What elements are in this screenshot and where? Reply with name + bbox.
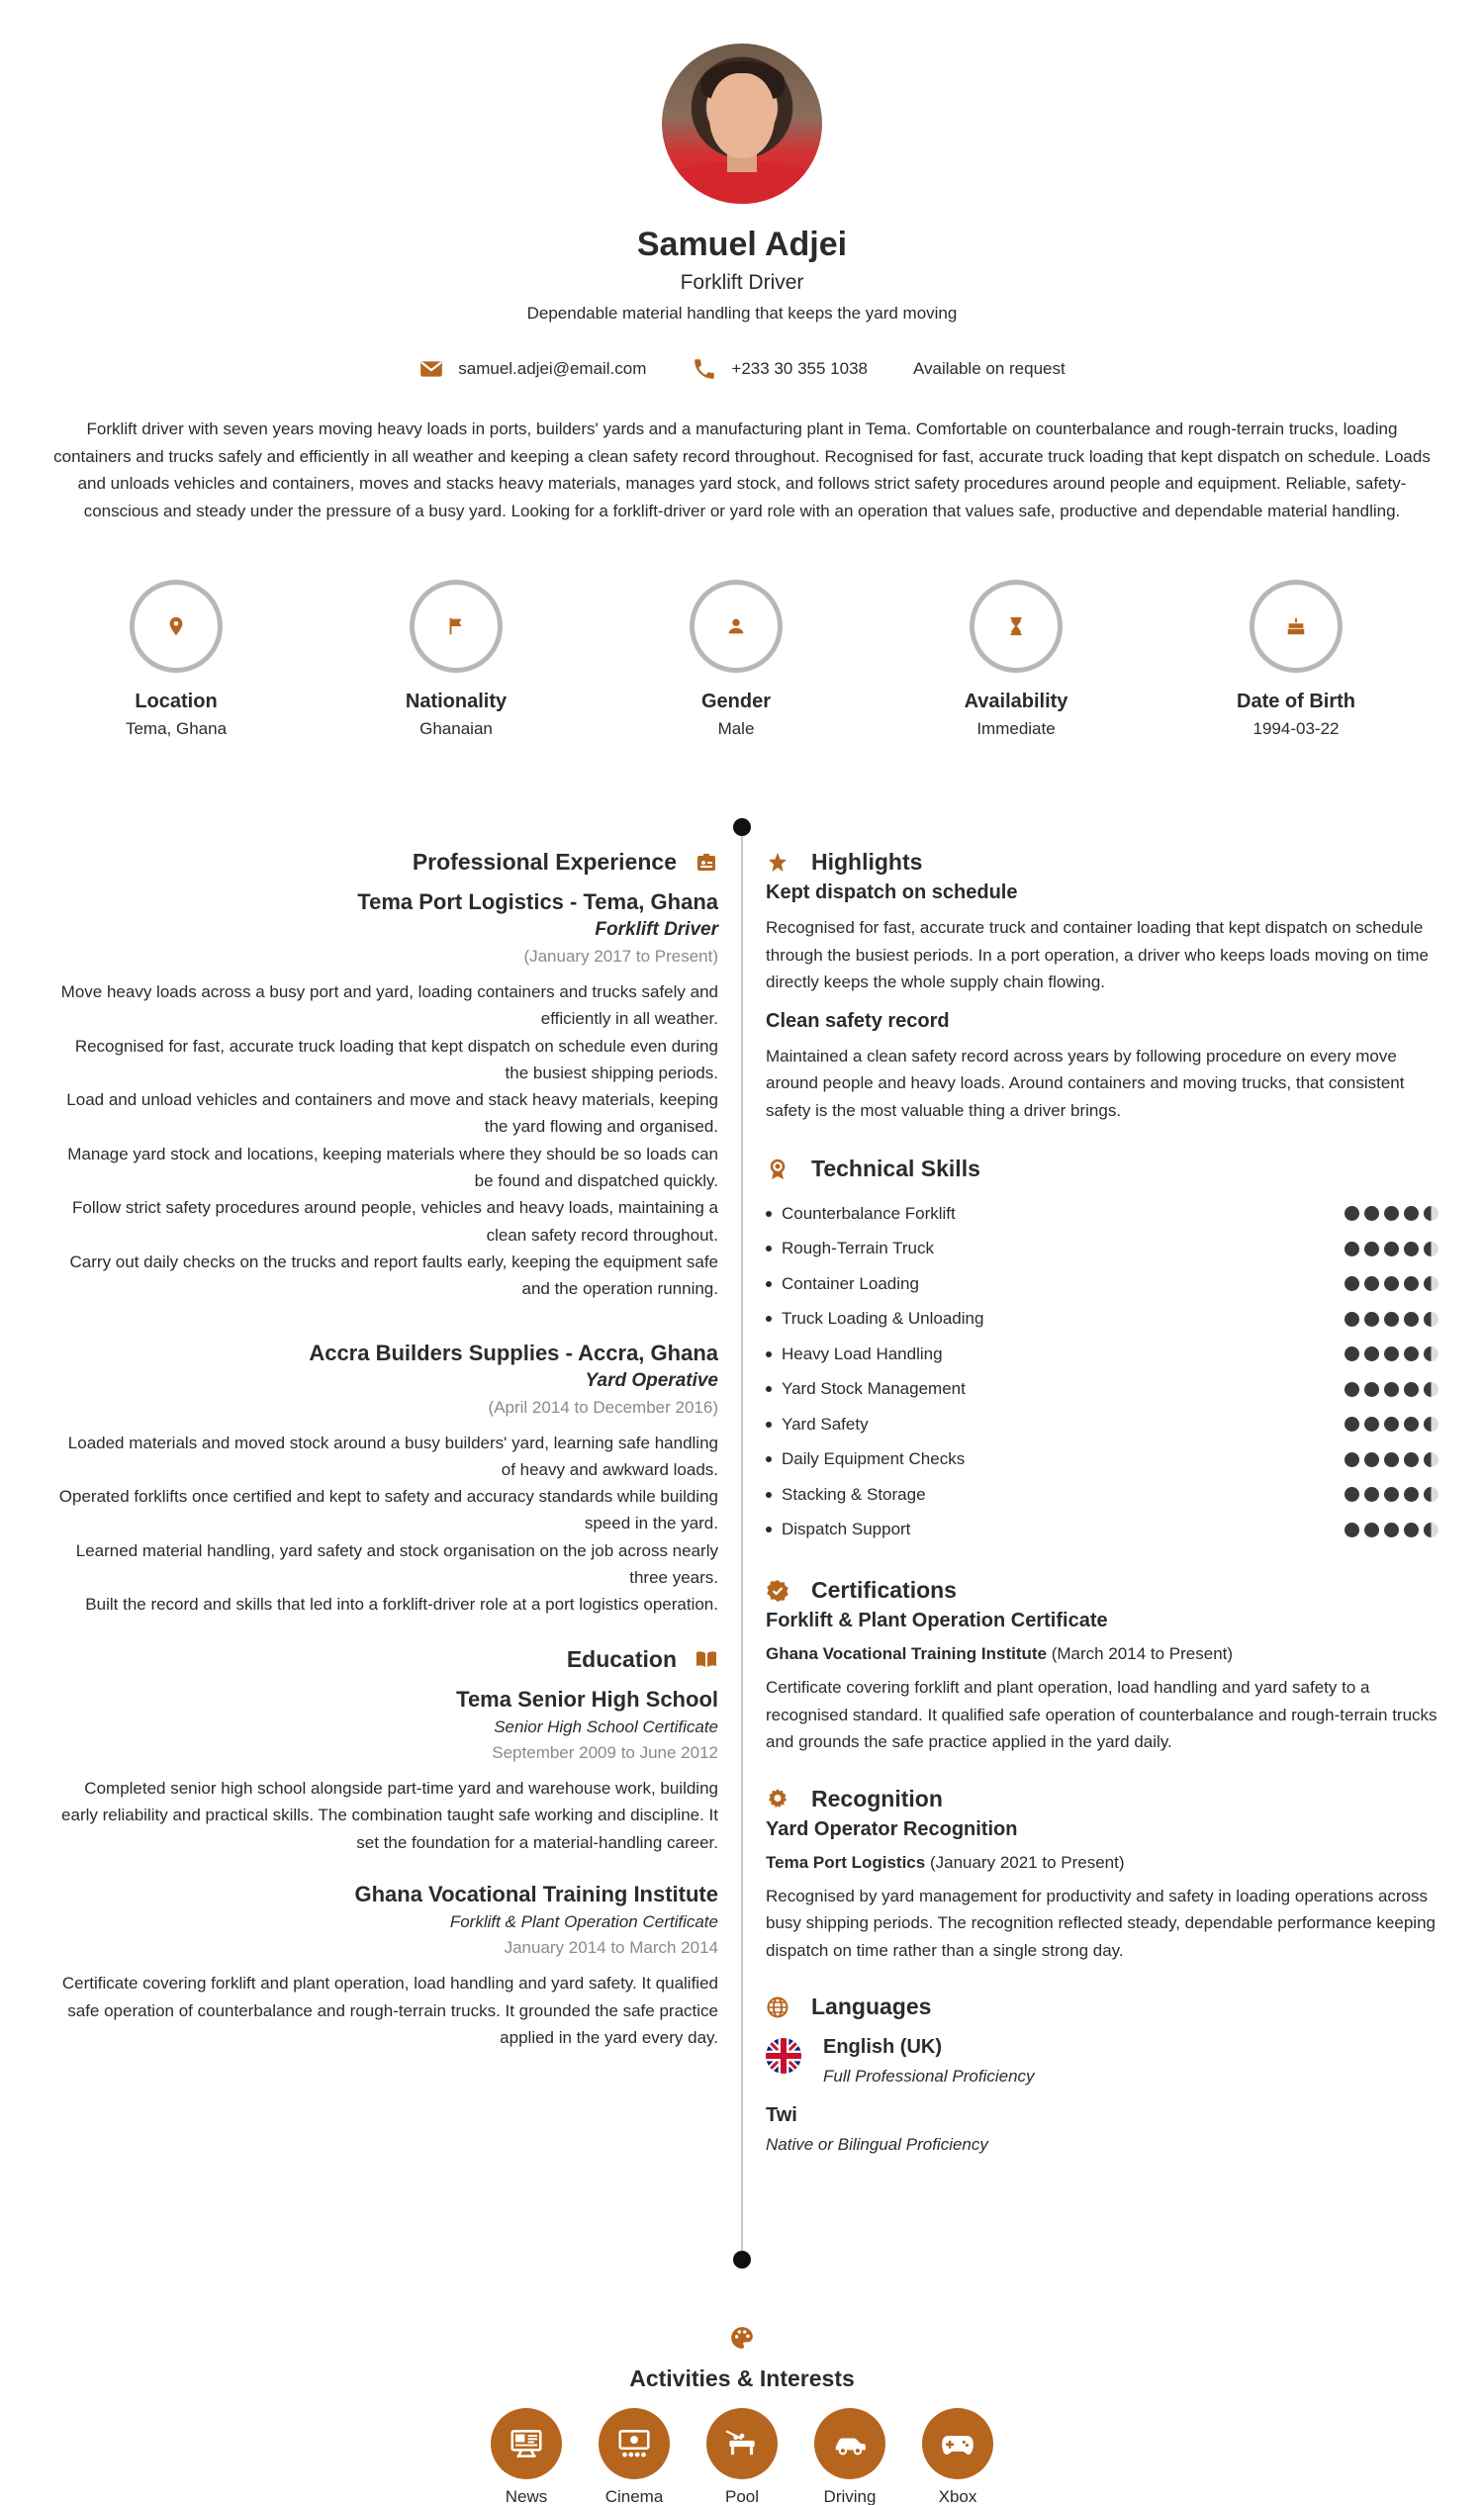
interest-badge	[706, 2408, 778, 2479]
bullet-dot	[766, 1527, 772, 1532]
fact-value: Immediate	[976, 719, 1056, 738]
fact-ring	[970, 580, 1063, 673]
edu-school: Ghana Vocational Training Institute	[354, 1882, 718, 1907]
highlights-heading	[766, 849, 1438, 876]
experience-item	[49, 1341, 718, 1619]
rating-dot	[1404, 1452, 1419, 1467]
edu-certificate: Forklift & Plant Operation Certificate	[449, 1912, 718, 1932]
rating-dot	[1384, 1417, 1399, 1432]
job-organization: Accra Builders Supplies - Accra, Ghana	[309, 1340, 718, 1365]
job-bullet: Follow strict safety procedures around people, vehicles and heavy loads, maintaining a clean safety record throughout.	[72, 1198, 718, 1245]
skill-name-wrap	[766, 1485, 926, 1505]
rating-dot	[1364, 1276, 1379, 1291]
rating-dot	[1364, 1523, 1379, 1537]
bullet-dot	[766, 1351, 772, 1357]
job-dates: (January 2017 to Present)	[523, 947, 718, 966]
rating-dot	[1345, 1382, 1359, 1397]
edu-dates: January 2014 to March 2014	[504, 1938, 718, 1958]
envelope-icon	[418, 356, 444, 382]
edu-description: Completed senior high school alongside part-time yard and warehouse work, building early reliability and practical skills. The combination taught safe working and discipline. It set the foundation for a material-handling career.	[61, 1778, 718, 1852]
rating-dot	[1404, 1206, 1419, 1221]
recognition-heading	[766, 1786, 1438, 1812]
profile-photo	[662, 44, 822, 204]
skill-rating	[1345, 1242, 1438, 1256]
highlight-text: Recognised for fast, accurate truck and container loading that kept dispatch on schedule through the busiest periods. In a port operation, a driver who keeps loads moving on time directly keeps the whole supply chain flowing.	[766, 918, 1429, 991]
experience-title: Professional Experience	[412, 849, 677, 875]
interest-item	[706, 2408, 778, 2505]
skills-title: Technical Skills	[811, 1156, 980, 1181]
languages-title: Languages	[811, 1994, 932, 2019]
recognition-name: Yard Operator Recognition	[766, 1817, 1018, 1840]
recognition-issuer	[766, 1853, 1438, 1873]
bullet-dot	[766, 1246, 772, 1252]
skill-rating	[1345, 1276, 1438, 1291]
certification-dates: (March 2014 to Present)	[1051, 1644, 1234, 1663]
recognition-org: Tema Port Logistics	[766, 1852, 926, 1872]
skill-name-wrap	[766, 1204, 956, 1224]
interest-label: Xbox	[938, 2487, 977, 2505]
rating-dot	[1384, 1242, 1399, 1256]
recognition-text: Recognised by yard management for productivity and safety in loading operations across busy shipping periods. The recognition reflected steady, dependable performance keeping dispatch on time rather than a single strong day.	[766, 1886, 1436, 1960]
phone-text: +233 30 355 1038	[731, 359, 868, 378]
skill-rating	[1345, 1417, 1438, 1432]
rating-dot	[1364, 1452, 1379, 1467]
skill-rating	[1345, 1206, 1438, 1221]
rating-dot	[1384, 1312, 1399, 1327]
job-role: Forklift Driver	[595, 919, 718, 940]
interest-badge	[922, 2408, 993, 2479]
interest-badge	[814, 2408, 885, 2479]
interests-section	[0, 2325, 1484, 2505]
timeline-line	[741, 827, 743, 2260]
job-bullet: Built the record and skills that led into a forklift-driver role at a port logistics operation.	[85, 1595, 718, 1615]
skill-name-wrap	[766, 1239, 934, 1258]
rating-dot	[1404, 1312, 1419, 1327]
rating-dot	[1345, 1487, 1359, 1502]
gamepad-icon	[939, 2425, 976, 2462]
rating-dot	[1404, 1346, 1419, 1361]
fact-dob	[1177, 580, 1415, 739]
fact-value: 1994-03-22	[1252, 719, 1340, 738]
skill-row	[766, 1196, 1438, 1232]
interest-item	[599, 2408, 670, 2505]
edu-dates: September 2009 to June 2012	[492, 1742, 718, 1762]
rating-dot-half	[1424, 1523, 1438, 1537]
person-icon	[725, 615, 747, 637]
award-ribbon-icon	[766, 1158, 789, 1181]
skill-row	[766, 1442, 1438, 1478]
job-organization: Tema Port Logistics - Tema, Ghana	[357, 889, 718, 914]
highlights-title: Highlights	[811, 849, 923, 875]
certification-text: Certificate covering forklift and plant operation, load handling and yard safety to a recognised standard. It qualified safe operation of counterbalance and rough-terrain trucks and grounds the safe practice applied in the yard daily.	[766, 1678, 1438, 1751]
fact-gender	[617, 580, 855, 739]
rating-dot	[1364, 1382, 1379, 1397]
skill-rating	[1345, 1346, 1438, 1361]
edu-description: Certificate covering forklift and plant operation, load handling and yard safety. It qualified safe operation of counterbalance and rough-terrain trucks. It grounded the safe practice applied in the yard every day.	[61, 1974, 718, 2048]
rating-dot	[1345, 1206, 1359, 1221]
interest-item	[814, 2408, 885, 2505]
candidate-tagline: Dependable material handling that keeps the yard moving	[526, 304, 958, 323]
skill-row	[766, 1232, 1438, 1267]
bullet-dot	[766, 1281, 772, 1287]
job-bullet: Loaded materials and moved stock around a busy builders' yard, learning safe handling of heavy and awkward loads.	[67, 1433, 718, 1479]
skill-name-wrap	[766, 1379, 966, 1399]
fact-value: Ghanaian	[419, 719, 493, 738]
phone-icon	[692, 356, 717, 382]
flag-icon	[445, 615, 467, 637]
language-item	[766, 2036, 1438, 2087]
rating-dot	[1364, 1242, 1379, 1256]
rating-dot-half	[1424, 1206, 1438, 1221]
job-bullet: Load and unload vehicles and containers and move and stack heavy materials, keeping the yard flowing and organised.	[66, 1090, 718, 1137]
rating-dot	[1404, 1417, 1419, 1432]
skills-list	[766, 1196, 1438, 1547]
education-heading	[49, 1646, 718, 1673]
contact-availability	[913, 359, 1066, 379]
job-bullet: Move heavy loads across a busy port and yard, loading containers and trucks safely and efficiently in all weather.	[60, 982, 718, 1029]
fact-ring	[690, 580, 783, 673]
fact-ring	[410, 580, 503, 673]
rating-dot	[1384, 1276, 1399, 1291]
edu-school: Tema Senior High School	[456, 1686, 718, 1712]
rating-dot	[1404, 1382, 1419, 1397]
rating-dot-half	[1424, 1312, 1438, 1327]
rating-dot-half	[1424, 1382, 1438, 1397]
rating-dot	[1384, 1206, 1399, 1221]
skill-row	[766, 1407, 1438, 1442]
rating-dot	[1345, 1417, 1359, 1432]
interest-badge	[491, 2408, 562, 2479]
skill-name-wrap	[766, 1274, 919, 1294]
rating-dot-half	[1424, 1346, 1438, 1361]
skill-name: Rough-Terrain Truck	[782, 1239, 935, 1258]
contact-phone[interactable]	[692, 356, 868, 382]
skill-name: Truck Loading & Unloading	[782, 1309, 984, 1329]
pool-table-icon	[723, 2425, 761, 2462]
job-dates: (April 2014 to December 2016)	[488, 1397, 718, 1417]
skill-rating	[1345, 1452, 1438, 1467]
fact-value: Male	[717, 719, 755, 738]
timeline-dot-top	[733, 818, 751, 836]
palette-icon	[729, 2325, 755, 2351]
bullet-dot	[766, 1422, 772, 1428]
fact-ring	[130, 580, 223, 673]
rating-dot	[1364, 1487, 1379, 1502]
fact-label: Location	[135, 691, 218, 712]
skill-row	[766, 1513, 1438, 1548]
star-burst-icon	[766, 851, 789, 875]
skill-name: Yard Stock Management	[782, 1379, 966, 1399]
skill-rating	[1345, 1523, 1438, 1537]
rating-dot-half	[1424, 1452, 1438, 1467]
highlight-title: Kept dispatch on schedule	[766, 881, 1018, 903]
rating-dot-half	[1424, 1276, 1438, 1291]
bullet-dot	[766, 1492, 772, 1498]
fact-value: Tema, Ghana	[125, 719, 228, 738]
rating-dot	[1345, 1312, 1359, 1327]
skill-rating	[1345, 1312, 1438, 1327]
skill-name: Stacking & Storage	[782, 1484, 926, 1504]
fact-nationality	[337, 580, 575, 739]
rating-dot	[1384, 1346, 1399, 1361]
language-level: Native or Bilingual Proficiency	[766, 2135, 988, 2154]
experience-heading	[49, 849, 718, 876]
skill-row	[766, 1337, 1438, 1372]
rating-dot	[1364, 1312, 1379, 1327]
rating-dot	[1345, 1242, 1359, 1256]
candidate-name: Samuel Adjei	[636, 226, 848, 263]
rating-dot-half	[1424, 1242, 1438, 1256]
language-name: Twi	[766, 2104, 797, 2126]
skill-name-wrap	[766, 1449, 965, 1469]
interests-title: Activities & Interests	[629, 2366, 855, 2391]
rating-dot	[1384, 1523, 1399, 1537]
skill-name: Heavy Load Handling	[782, 1344, 943, 1363]
skill-name: Container Loading	[782, 1273, 919, 1293]
timeline-dot-bottom	[733, 2251, 751, 2269]
skill-name-wrap	[766, 1309, 983, 1329]
rating-dot	[1345, 1276, 1359, 1291]
verified-badge-icon	[766, 1579, 789, 1603]
certification-org: Ghana Vocational Training Institute	[766, 1644, 1047, 1663]
skill-name-wrap	[766, 1415, 869, 1435]
job-bullet: Carry out daily checks on the trucks and report faults early, keeping the equipment safe and the operation running.	[69, 1252, 718, 1299]
education-item	[49, 1687, 718, 1857]
interest-item	[491, 2408, 562, 2505]
profile-summary: Forklift driver with seven years moving heavy loads in ports, builders' yards and a manufacturing plant in Tema. Comfortable on counterbalance and rough-terrain trucks, loading containers and trucks safely and efficiently in all weather and keeping a clean safety record throughout. Recognised for fast, accurate truck loading that kept dispatch on schedule. Loads and unloads vehicles and containers, moves and stacks heavy materials, manages yard stock, and follows strict safety procedures around people and equipment. Reliable, safety-conscious and steady under the pressure of a busy yard. Looking for a forklift-driver or yard role with an operation that values safe, productive and dependable material handling.	[53, 419, 1431, 520]
rating-dot	[1364, 1417, 1379, 1432]
certification-issuer	[766, 1644, 1438, 1664]
skill-row	[766, 1266, 1438, 1302]
interest-item	[922, 2408, 993, 2505]
fact-label: Gender	[700, 691, 772, 712]
left-column	[49, 849, 718, 2052]
globe-icon	[766, 1995, 789, 2019]
skill-row	[766, 1372, 1438, 1408]
contact-bar	[0, 356, 1484, 382]
certifications-heading	[766, 1577, 1438, 1604]
job-bullet: Operated forklifts once certified and kept to safety and accuracy standards while building speed in the yard.	[58, 1487, 718, 1533]
rating-dot	[1384, 1452, 1399, 1467]
rating-dot	[1364, 1346, 1379, 1361]
uk-flag-graphic	[766, 2038, 801, 2074]
education-title: Education	[566, 1645, 677, 1672]
right-column	[766, 849, 1438, 2155]
skill-rating	[1345, 1382, 1438, 1397]
rating-dot	[1384, 1382, 1399, 1397]
rating-dot	[1404, 1487, 1419, 1502]
bullet-dot	[766, 1316, 772, 1322]
bullet-dot	[766, 1456, 772, 1462]
rating-dot-half	[1424, 1487, 1438, 1502]
recognition-dates: (January 2021 to Present)	[929, 1852, 1125, 1872]
fact-availability	[897, 580, 1135, 739]
skill-name: Counterbalance Forklift	[782, 1203, 956, 1223]
fact-label: Date of Birth	[1237, 691, 1355, 712]
skill-name: Daily Equipment Checks	[782, 1449, 966, 1469]
email-text: samuel.adjei@email.com	[458, 359, 647, 378]
skill-name: Dispatch Support	[782, 1520, 911, 1539]
interest-label: News	[505, 2487, 548, 2505]
job-bullet: Manage yard stock and locations, keeping materials where they should be so loads can be found and dispatched quickly.	[67, 1144, 718, 1191]
personal-facts	[57, 580, 1415, 739]
skill-name: Yard Safety	[782, 1414, 869, 1434]
education-item	[49, 1882, 718, 2052]
bullet-dot	[766, 1386, 772, 1392]
interest-label: Pool	[724, 2487, 760, 2505]
rating-dot	[1404, 1523, 1419, 1537]
job-bullets	[49, 978, 718, 1303]
fact-location	[57, 580, 295, 739]
job-bullet: Learned material handling, yard safety and stock organisation on the job across nearly three years.	[75, 1540, 718, 1588]
fact-ring	[1250, 580, 1343, 673]
certifications-title: Certifications	[811, 1577, 957, 1603]
id-badge-icon	[695, 851, 718, 875]
interest-label: Driving	[823, 2487, 877, 2505]
gear-medal-icon	[766, 1787, 789, 1810]
book-icon	[695, 1647, 718, 1671]
fact-label: Nationality	[405, 691, 508, 712]
news-icon	[508, 2425, 545, 2462]
rating-dot	[1364, 1206, 1379, 1221]
languages-heading	[766, 1994, 1438, 2020]
certification-name: Forklift & Plant Operation Certificate	[766, 1610, 1108, 1631]
language-row	[766, 2036, 1438, 2087]
rating-dot	[1345, 1452, 1359, 1467]
candidate-title: Forklift Driver	[680, 271, 804, 294]
skill-rating	[1345, 1487, 1438, 1502]
interest-label: Cinema	[604, 2487, 664, 2505]
contact-email[interactable]	[418, 356, 646, 382]
recognition-title: Recognition	[811, 1785, 943, 1811]
rating-dot-half	[1424, 1417, 1438, 1432]
language-detail	[823, 2036, 1035, 2087]
job-role: Yard Operative	[585, 1369, 718, 1391]
language-name: English (UK)	[823, 2036, 942, 2058]
availability-text: Available on request	[912, 359, 1066, 378]
rating-dot	[1384, 1487, 1399, 1502]
job-bullets	[49, 1430, 718, 1619]
interest-badge	[599, 2408, 670, 2479]
skill-row	[766, 1477, 1438, 1513]
skills-heading	[766, 1156, 1438, 1182]
language-item	[766, 2104, 1438, 2155]
skill-name-wrap	[766, 1520, 910, 1539]
cinema-icon	[615, 2425, 653, 2462]
experience-item	[49, 889, 718, 1303]
language-level: Full Professional Proficiency	[823, 2067, 1035, 2086]
rating-dot	[1345, 1346, 1359, 1361]
highlight-text: Maintained a clean safety record across years by following procedure on every move around people and heavy loads. Around containers and moving trucks, that consistent safety is the most valuable thing a driver brings.	[766, 1046, 1405, 1120]
map-pin-icon	[165, 615, 187, 637]
bullet-dot	[766, 1211, 772, 1217]
highlight-title: Clean safety record	[766, 1009, 950, 1032]
edu-certificate: Senior High School Certificate	[494, 1716, 718, 1736]
hourglass-icon	[1005, 615, 1027, 637]
interests-list	[0, 2408, 1484, 2505]
fact-label: Availability	[964, 691, 1068, 712]
rating-dot	[1345, 1523, 1359, 1537]
skill-row	[766, 1302, 1438, 1338]
car-icon	[831, 2425, 869, 2462]
job-bullet: Recognised for fast, accurate truck loading that kept dispatch on schedule even during the busiest shipping periods.	[74, 1036, 718, 1082]
cake-icon	[1285, 615, 1307, 637]
rating-dot	[1404, 1276, 1419, 1291]
rating-dot	[1404, 1242, 1419, 1256]
uk-flag-icon	[766, 2038, 801, 2074]
skill-name-wrap	[766, 1345, 943, 1364]
